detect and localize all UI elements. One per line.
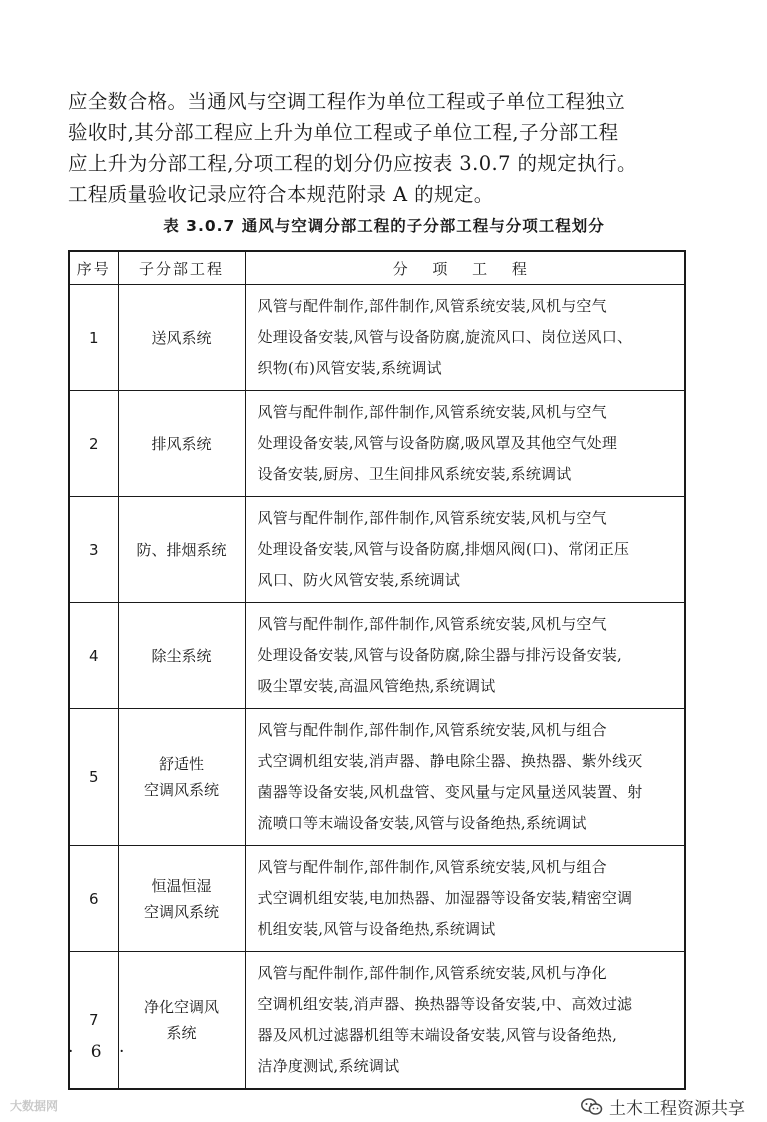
items-line: 织物(布)风管安装,系统调试 (257, 359, 442, 377)
table-caption: 表 3.0.7 通风与空调分部工程的子分部工程与分项工程划分 (163, 217, 605, 235)
row-subdivision (118, 391, 245, 497)
table-row (69, 497, 685, 603)
items-line: 处理设备安装,风管与设备防腐,排烟风阀(口)、常闭正压 (257, 540, 630, 558)
items-line: 空调机组安装,消声器、换热器等设备安装,中、高效过滤 (257, 995, 633, 1013)
items-line: 风管与配件制作,部件制作,风管系统安装,风机与组合 (257, 721, 607, 739)
subdivision-line: 空调风系统 (143, 781, 219, 799)
items-line: 风管与配件制作,部件制作,风管系统安装,风机与空气 (257, 297, 607, 315)
watermark-left: 大数据网 (10, 1099, 59, 1113)
body-paragraph (68, 86, 700, 210)
row-subdivision (118, 709, 245, 846)
row-number: 2 (69, 391, 118, 497)
watermark-text: 土木工程资源共享 (609, 1099, 745, 1119)
row-subdivision (118, 952, 245, 1090)
subdivision-line: 送风系统 (151, 328, 212, 347)
items-line: 洁净度测试,系统调试 (257, 1057, 400, 1075)
table-row (69, 952, 685, 1090)
items-line: 处理设备安装,风管与设备防腐,旋流风口、岗位送风口、 (257, 328, 633, 346)
body-line: 工程质量验收记录应符合本规范附录 A 的规定。 (68, 183, 494, 206)
subdivision-line: 空调风系统 (143, 902, 219, 921)
row-subdivision (118, 603, 245, 709)
items-line: 机组安装,风管与设备绝热,系统调试 (257, 920, 496, 938)
row-items (245, 285, 685, 391)
division-table (68, 250, 686, 1090)
row-number: 3 (69, 497, 118, 603)
items-line: 风管与配件制作,部件制作,风管系统安装,风机与组合 (257, 858, 607, 876)
header-items: 分 项 工 程 (245, 251, 685, 285)
row-subdivision (118, 846, 245, 952)
items-line: 菌器等设备安装,风机盘管、变风量与定风量送风装置、射 (257, 783, 643, 801)
items-line: 式空调机组安装,消声器、静电除尘器、换热器、紫外线灭 (257, 752, 643, 770)
row-items (245, 846, 685, 952)
items-line: 风口、防火风管安装,系统调试 (257, 571, 461, 589)
subdivision-line: 系统 (166, 1024, 197, 1042)
subdivision-line: 除尘系统 (151, 646, 212, 665)
row-items (245, 709, 685, 846)
wechat-icon (581, 1098, 603, 1116)
subdivision-line: 恒温恒湿 (151, 876, 212, 895)
table-row (69, 709, 685, 846)
items-line: 式空调机组安装,电加热器、加湿器等设备安装,精密空调 (257, 889, 633, 907)
items-line: 处理设备安装,风管与设备防腐,吸风罩及其他空气处理 (257, 434, 618, 452)
table-row (69, 603, 685, 709)
row-number: 4 (69, 603, 118, 709)
row-items (245, 497, 685, 603)
row-number: 6 (69, 846, 118, 952)
subdivision-line: 防、排烟系统 (136, 540, 227, 559)
watermark-right (581, 1094, 745, 1119)
items-line: 处理设备安装,风管与设备防腐,除尘器与排污设备安装, (257, 646, 623, 664)
row-subdivision (118, 285, 245, 391)
table-row (69, 846, 685, 952)
body-line: 应上升为分部工程,分项工程的划分仍应按表 3.0.7 的规定执行。 (68, 152, 637, 175)
items-line: 器及风机过滤器机组等末端设备安装,风管与设备绝热, (257, 1026, 618, 1044)
table-row (69, 285, 685, 391)
items-line: 设备安装,厨房、卫生间排风系统安装,系统调试 (257, 465, 572, 483)
row-items (245, 391, 685, 497)
row-number: 1 (69, 285, 118, 391)
items-line: 风管与配件制作,部件制作,风管系统安装,风机与空气 (257, 509, 607, 527)
header-no: 序号 (69, 251, 118, 285)
row-subdivision (118, 497, 245, 603)
header-sub: 子分部工程 (118, 251, 245, 285)
row-number: 5 (69, 709, 118, 846)
page-number: · 6 · (68, 1042, 131, 1062)
body-line: 应全数合格。当通风与空调工程作为单位工程或子单位工程独立 (68, 90, 626, 113)
items-line: 风管与配件制作,部件制作,风管系统安装,风机与净化 (257, 964, 607, 982)
subdivision-line: 舒适性 (158, 755, 204, 773)
subdivision-line: 排风系统 (151, 434, 212, 453)
row-items (245, 603, 685, 709)
table-row (69, 391, 685, 497)
subdivision-line: 净化空调风 (143, 998, 219, 1016)
body-line: 验收时,其分部工程应上升为单位工程或子单位工程,子分部工程 (68, 121, 619, 144)
items-line: 风管与配件制作,部件制作,风管系统安装,风机与空气 (257, 403, 607, 421)
row-items (245, 952, 685, 1090)
items-line: 风管与配件制作,部件制作,风管系统安装,风机与空气 (257, 615, 607, 633)
items-line: 吸尘罩安装,高温风管绝热,系统调试 (257, 677, 496, 695)
items-line: 流喷口等末端设备安装,风管与设备绝热,系统调试 (257, 814, 587, 832)
row-number: 7 (69, 952, 118, 1090)
table-header-row (69, 251, 685, 285)
